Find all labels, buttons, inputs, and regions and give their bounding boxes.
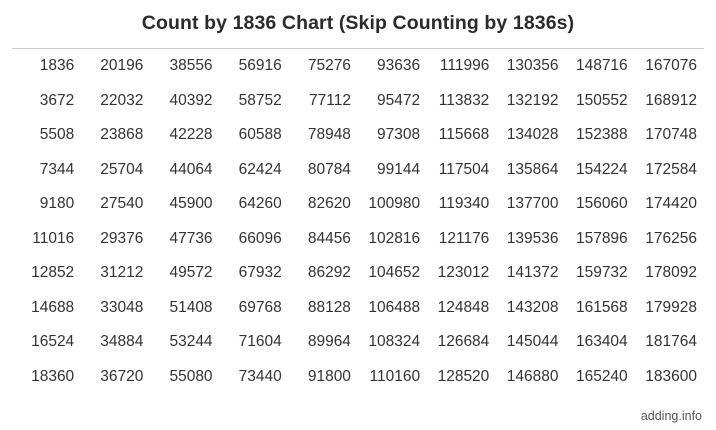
table-cell: 62424: [238, 160, 282, 178]
table-cell: 134028: [506, 126, 559, 144]
table-cell: 119340: [438, 195, 490, 213]
table-cell: 66096: [238, 229, 282, 247]
table-cell: 47736: [169, 229, 213, 247]
table-cell: 31212: [100, 264, 144, 282]
table-cell: 104652: [368, 264, 421, 282]
table-row: [12, 187, 704, 222]
table-cell: 163404: [575, 333, 628, 351]
table-cell: 44064: [169, 160, 213, 178]
table-cell: 40392: [169, 91, 213, 109]
table-cell: 128520: [437, 367, 490, 385]
table-row: [12, 325, 704, 360]
count-table-body: [12, 49, 704, 394]
table-cell: 3672: [39, 91, 75, 109]
table-cell: 121176: [438, 229, 490, 247]
page-title: Count by 1836 Chart (Skip Counting by 1836s): [141, 12, 575, 34]
table-cell: 176256: [645, 229, 697, 247]
table-cell: 1836: [39, 57, 75, 75]
table-cell: 14688: [31, 298, 75, 316]
table-cell: 55080: [169, 367, 213, 385]
table-cell: 89964: [307, 333, 351, 351]
table-cell: 64260: [238, 195, 282, 213]
table-row: [12, 49, 704, 84]
table-cell: 179928: [645, 298, 697, 316]
table-cell: 91800: [307, 367, 351, 385]
table-cell: 7344: [39, 160, 75, 178]
table-cell: 139536: [506, 229, 559, 247]
table-cell: 146880: [506, 367, 559, 385]
table-cell: 152388: [575, 126, 628, 144]
table-cell: 11016: [32, 229, 75, 247]
table-cell: 123012: [437, 264, 490, 282]
table-cell: 84456: [307, 229, 351, 247]
table-cell: 154224: [575, 160, 628, 178]
table-cell: 23868: [100, 126, 144, 144]
site-credit: adding.info: [640, 409, 702, 423]
table-cell: 42228: [169, 126, 213, 144]
table-cell: 93636: [377, 57, 421, 75]
table-cell: 170748: [645, 126, 697, 144]
table-cell: 53244: [169, 333, 213, 351]
table-cell: 102816: [368, 229, 421, 247]
table-cell: 108324: [368, 333, 421, 351]
table-cell: 143208: [506, 298, 559, 316]
table-cell: 135864: [506, 160, 559, 178]
table-row: [12, 222, 704, 257]
table-cell: 137700: [506, 195, 559, 213]
table-cell: 115668: [438, 126, 490, 144]
table-cell: 156060: [575, 195, 628, 213]
table-cell: 27540: [100, 195, 144, 213]
table-cell: 130356: [506, 57, 559, 75]
table-cell: 88128: [307, 298, 351, 316]
table-cell: 100980: [368, 195, 421, 213]
table-cell: 141372: [506, 264, 559, 282]
table-cell: 51408: [169, 298, 213, 316]
table-cell: 49572: [169, 264, 213, 282]
table-cell: 172584: [645, 160, 697, 178]
table-row: [12, 291, 704, 326]
table-cell: 86292: [307, 264, 351, 282]
table-cell: 110160: [369, 367, 421, 385]
table-cell: 22032: [100, 91, 144, 109]
table-cell: 183600: [645, 367, 697, 385]
table-cell: 45900: [169, 195, 213, 213]
table-cell: 38556: [169, 57, 213, 75]
table-cell: 56916: [238, 57, 282, 75]
table-cell: 78948: [307, 126, 351, 144]
table-cell: 67932: [238, 264, 282, 282]
table-cell: 5508: [39, 126, 75, 144]
table-cell: 167076: [645, 57, 697, 75]
table-cell: 165240: [575, 367, 628, 385]
table-row: [12, 360, 704, 395]
table-cell: 9180: [39, 195, 75, 213]
table-row: [12, 84, 704, 119]
table-cell: 178092: [645, 264, 697, 282]
table-cell: 168912: [645, 91, 697, 109]
table-cell: 36720: [100, 367, 144, 385]
table-cell: 117504: [438, 160, 490, 178]
table-cell: 111996: [439, 57, 490, 75]
table-cell: 33048: [100, 298, 144, 316]
table-cell: 124848: [437, 298, 490, 316]
table-cell: 29376: [100, 229, 144, 247]
table-cell: 99144: [377, 160, 421, 178]
table-cell: 148716: [575, 57, 628, 75]
table-row: [12, 118, 704, 153]
table-cell: 20196: [100, 57, 144, 75]
table-cell: 181764: [645, 333, 697, 351]
table-cell: 174420: [645, 195, 697, 213]
table-cell: 80784: [307, 160, 351, 178]
table-cell: 75276: [307, 57, 351, 75]
table-row: [12, 153, 704, 188]
table-cell: 77112: [308, 91, 351, 109]
table-cell: 106488: [368, 298, 421, 316]
table-cell: 132192: [506, 91, 559, 109]
table-cell: 18360: [31, 367, 75, 385]
table-cell: 34884: [100, 333, 144, 351]
table-cell: 97308: [377, 126, 421, 144]
table-cell: 95472: [377, 91, 421, 109]
table-cell: 126684: [437, 333, 490, 351]
table-cell: 69768: [238, 298, 282, 316]
table-cell: 161568: [575, 298, 628, 316]
table-cell: 12852: [31, 264, 75, 282]
count-table: [12, 49, 704, 394]
table-cell: 25704: [100, 160, 144, 178]
table-cell: 60588: [238, 126, 282, 144]
table-cell: 150552: [575, 91, 628, 109]
table-row: [12, 256, 704, 291]
table-cell: 58752: [238, 91, 282, 109]
table-cell: 82620: [307, 195, 351, 213]
table-cell: 73440: [238, 367, 282, 385]
table-cell: 157896: [575, 229, 628, 247]
table-cell: 16524: [31, 333, 75, 351]
table-cell: 145044: [506, 333, 559, 351]
table-cell: 71604: [238, 333, 282, 351]
table-cell: 113832: [438, 91, 490, 109]
table-cell: 159732: [575, 264, 628, 282]
